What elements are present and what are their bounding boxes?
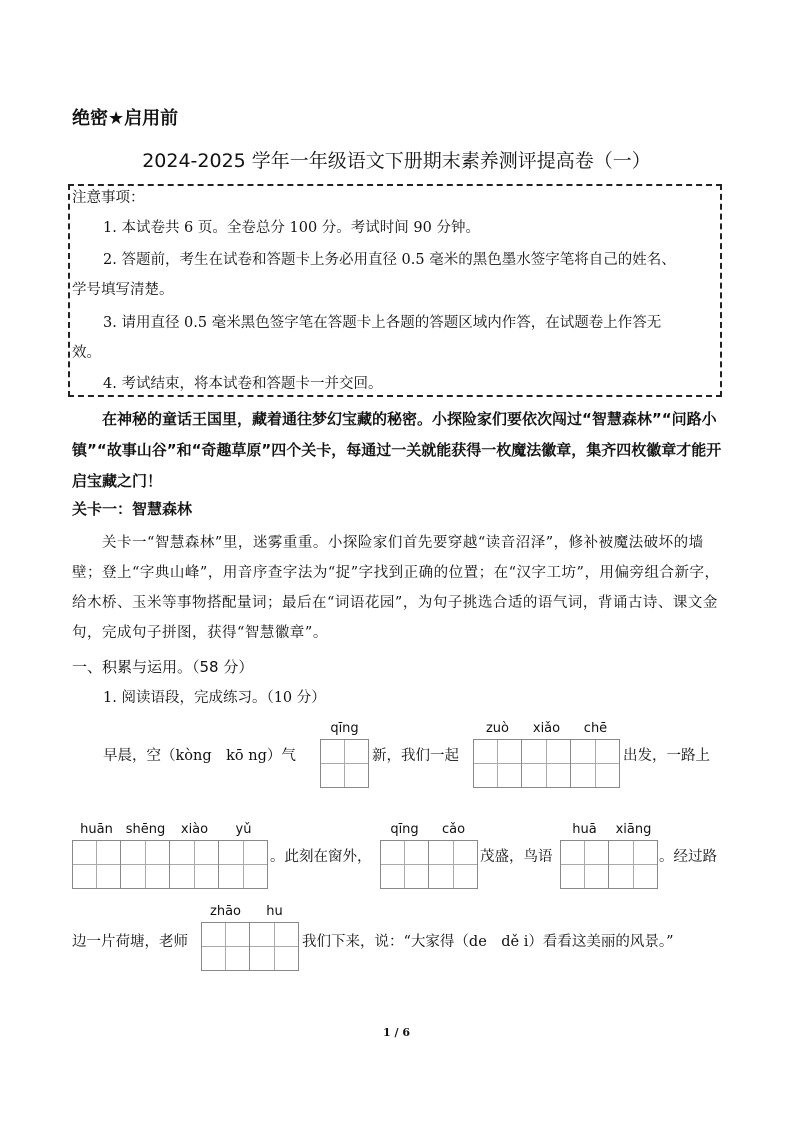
answer-box[interactable]: [170, 840, 219, 889]
exam-title: 2024-2025 学年一年级语文下册期末素养测评提高卷（一）: [142, 150, 651, 172]
notice-item-4: 4. 考试结束，将本试卷和答题卡一并交回。: [103, 376, 383, 392]
passage-line2-c: 。经过路: [659, 849, 717, 865]
notice-item-2b: 学号填写清楚。: [72, 282, 174, 298]
section-title: 一、积累与运用。（58 分）: [72, 658, 254, 676]
answer-box[interactable]: [250, 922, 299, 971]
answer-box[interactable]: [219, 840, 268, 889]
level-title: 关卡一：智慧森林: [72, 500, 193, 518]
passage-line2-a: 。此刻在窗外，: [270, 849, 372, 865]
answer-box[interactable]: [609, 840, 658, 889]
answer-box[interactable]: [380, 840, 429, 889]
intro-paragraph: 在神秘的童话王国里，藏着通往梦幻宝藏的秘密。小探险家们要依次闯过“智慧森林”“问路小镇”“故事山谷”和“奇趣草原”四个关卡，每通过一关就能获得一枚魔法徽章，集齐四枚徽章才能开启宝藏之门！: [72, 410, 722, 490]
notice-item-2a: 2. 答题前，考生在试卷和答题卡上务必用直径 0.5 毫米的黑色墨水签字笔将自己的姓名、: [103, 252, 676, 268]
pinyin-huan: huān: [80, 822, 113, 837]
passage-line3-a: 边一片荷塘，老师: [72, 934, 188, 950]
pinyin-qing1: qīng: [330, 721, 359, 736]
page-number: 1 / 6: [383, 1026, 410, 1039]
passage-line1-a: 早晨，空（kòng kō ng）气: [103, 748, 296, 764]
answer-box[interactable]: [72, 840, 121, 889]
answer-box[interactable]: [522, 739, 571, 788]
pinyin-hu: hu: [266, 904, 283, 919]
passage-line1-c: 出发，一路上: [623, 748, 710, 764]
pinyin-xiang: xiāng: [615, 822, 652, 837]
answer-box[interactable]: [429, 840, 478, 889]
pinyin-hua: huā: [572, 822, 597, 837]
answer-box-group: [380, 840, 478, 889]
passage-line2-b: 茂盛，鸟语: [480, 849, 553, 865]
pinyin-zhao: zhāo: [210, 904, 241, 919]
pinyin-cao: cǎo: [441, 822, 466, 837]
pinyin-xiao1: xiǎo: [532, 721, 561, 736]
level-description: 关卡一“智慧森林”里，迷雾重重。小探险家们首先要穿越“读音沼泽”，修补被魔法破坏的墙壁；登上“字典山峰”，用音序查字法为“捉”字找到正确的位置；在“汉字工坊”，用偏旁组合新字，给木桥、玉米等事物搭配量词；最后在“词语花园”，为句子挑选合适的语气词，背诵古诗、课文金句，完成句子拼图，获得“智慧徽章”。: [72, 535, 720, 641]
passage-line3-b: 我们下来，说：“大家得（de dě i）看看这美丽的风景。”: [302, 934, 674, 950]
answer-box-group: [560, 840, 658, 889]
answer-box-group: [201, 922, 299, 971]
question-1: 1. 阅读语段，完成练习。（10 分）: [103, 690, 326, 706]
notice-item-3b: 效。: [72, 345, 101, 361]
pinyin-che: chē: [583, 721, 608, 736]
pinyin-qing2: qīng: [390, 822, 419, 837]
answer-box[interactable]: [320, 739, 369, 788]
answer-box[interactable]: [571, 739, 620, 788]
passage-line1-b: 新，我们一起: [372, 748, 459, 764]
answer-box[interactable]: [473, 739, 522, 788]
pinyin-xiao2: xiào: [180, 822, 209, 837]
answer-box[interactable]: [121, 840, 170, 889]
pinyin-sheng: shēng: [125, 822, 166, 837]
pinyin-yu: yǔ: [235, 822, 252, 837]
answer-box[interactable]: [201, 922, 250, 971]
answer-box-group: [473, 739, 620, 788]
notice-heading: 注意事项：: [72, 190, 145, 206]
notice-item-3a: 3. 请用直径 0.5 毫米黑色签字笔在答题卡上各题的答题区域内作答，在试题卷上作答无: [103, 315, 662, 331]
confidential-label: 绝密★启用前: [72, 108, 179, 129]
notice-item-1: 1. 本试卷共 6 页。全卷总分 100 分。考试时间 90 分钟。: [103, 220, 480, 236]
answer-box[interactable]: [560, 840, 609, 889]
notice-box: [68, 184, 722, 397]
pinyin-zuo: zuò: [485, 721, 510, 736]
answer-box-group: [72, 840, 268, 889]
